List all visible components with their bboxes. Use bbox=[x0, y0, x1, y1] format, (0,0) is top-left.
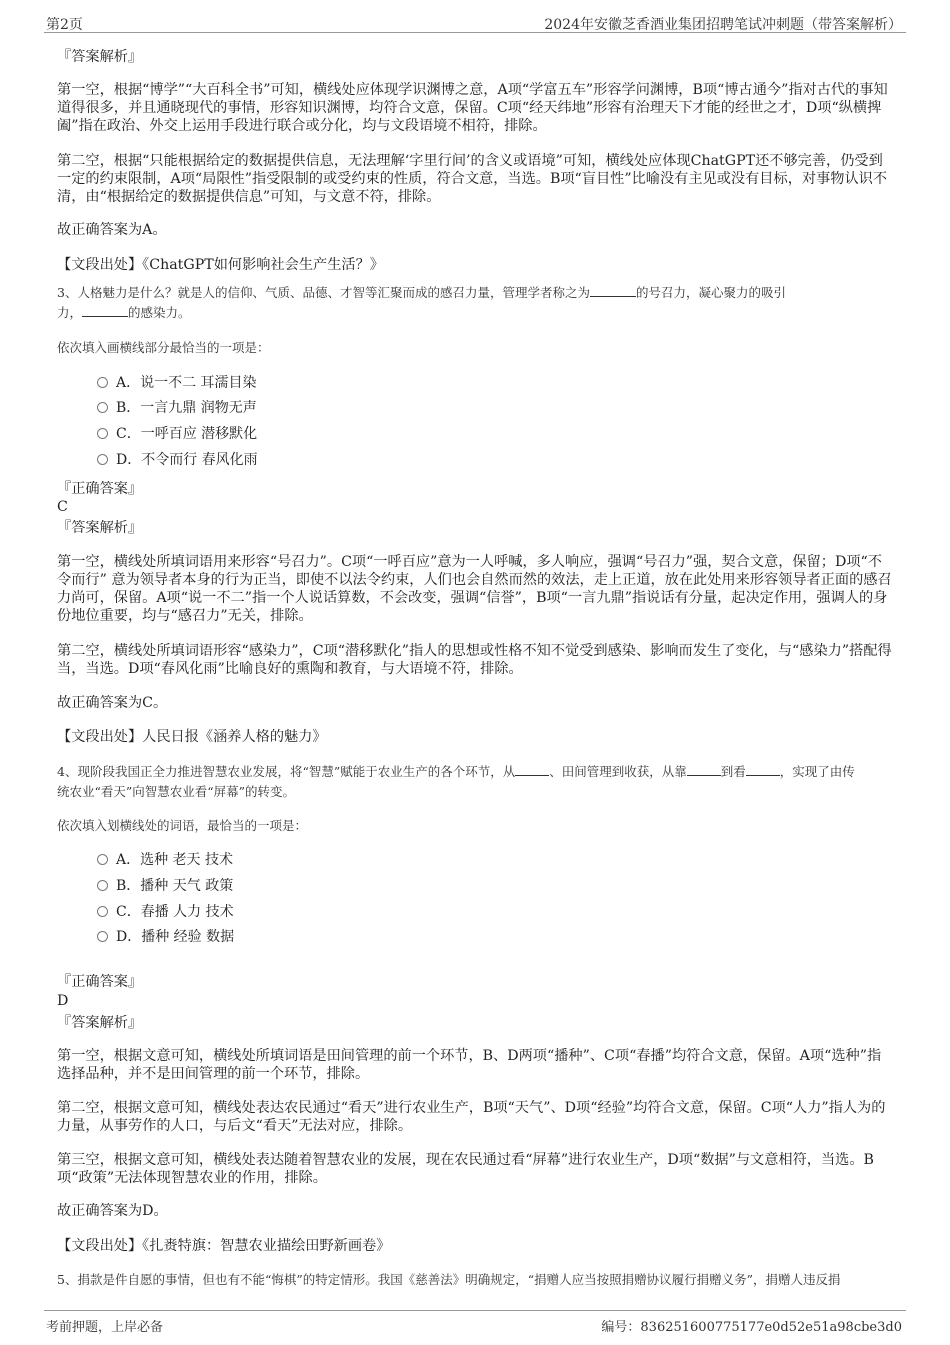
fill-blank bbox=[590, 284, 636, 297]
radio-icon[interactable] bbox=[97, 854, 108, 865]
source-citation: 【文段出处】《ChatGPT如何影响社会生产生活？》 bbox=[57, 257, 384, 273]
option-c[interactable]: C．春播 人力 技术 bbox=[97, 902, 234, 922]
radio-icon[interactable] bbox=[97, 906, 108, 917]
document-id: 编号：836251600775177e0d52e51a98cbe3d0 bbox=[601, 1320, 902, 1335]
analysis-label: 『答案解析』 bbox=[57, 49, 143, 65]
conclusion: 故正确答案为D。 bbox=[57, 1203, 168, 1219]
page-number: 第2页 bbox=[46, 17, 83, 33]
answer-value: C bbox=[57, 499, 68, 515]
page-footer bbox=[44, 1310, 906, 1339]
option-b[interactable]: B．一言九鼎 润物无声 bbox=[97, 398, 257, 418]
analysis-paragraph: 第一空，根据“博学”“大百科全书”可知，横线处应体现学识渊博之意，A项“学富五车”形容学问渊博，B项“博古通今”指对古代的事知道得很多，并且通晓现代的事情，形容知识渊博，均符合文意，保留。C项“经天纬地”形容有治理天下才能的经世之才，D项“纵横捭阖”指在政治、外交上运用手段进行联合或分化，均与文段语境不相符，排除。 bbox=[57, 82, 888, 134]
option-a[interactable]: A．说一不二 耳濡目染 bbox=[97, 373, 257, 393]
radio-icon[interactable] bbox=[97, 377, 108, 388]
footer-slogan: 考前押题，上岸必备 bbox=[46, 1320, 164, 1335]
answer-value: D bbox=[57, 993, 69, 1009]
radio-icon[interactable] bbox=[97, 931, 108, 942]
fill-blank bbox=[687, 763, 721, 776]
radio-icon[interactable] bbox=[97, 402, 108, 413]
source-citation: 【文段出处】《扎赉特旗：智慧农业描绘田野新画卷》 bbox=[57, 1238, 391, 1254]
conclusion: 故正确答案为A。 bbox=[57, 222, 167, 238]
radio-icon[interactable] bbox=[97, 454, 108, 465]
analysis-paragraph: 第二空，横线处所填词语形容“感染力”，C项“潜移默化”指人的思想或性格不知不觉受到感染、影响而发生了变化，与“感染力”搭配得当，当选。D项“春风化雨”比喻良好的熏陶和教育，与大语境不符，排除。 bbox=[57, 643, 892, 677]
question-stem: 4、现阶段我国正全力推进智慧农业发展，将“智慧”赋能于农业生产的各个环节，从 、田间管理到收获，从靠 到看 ，实现了由传 统农业“看天”向智慧农业看“屏幕”的转变。 bbox=[57, 764, 855, 799]
question-stem: 3、人格魅力是什么？就是人的信仰、气质、品德、才智等汇聚而成的感召力量，管理学者称之为 的号召力，凝心聚力的吸引 力， 的感染力。 bbox=[57, 285, 786, 320]
question-instruction: 依次填入画横线部分最恰当的一项是： bbox=[57, 340, 270, 355]
analysis-label: 『答案解析』 bbox=[57, 1015, 143, 1031]
analysis-paragraph: 第二空，根据文意可知，横线处表达农民通过“看天”进行农业生产，B项“天气”、D项“经验”均符合文意，保留。C项“人力”指人为的力量，从事劳作的人口，与后文“看天”无法对应，排除。 bbox=[57, 1100, 886, 1134]
option-d[interactable]: D．不令而行 春风化雨 bbox=[97, 450, 258, 470]
answer-label: 『正确答案』 bbox=[57, 974, 143, 990]
conclusion: 故正确答案为C。 bbox=[57, 695, 168, 711]
document-title: 2024年安徽芝香酒业集团招聘笔试冲刺题（带答案解析） bbox=[544, 17, 902, 33]
option-c[interactable]: C．一呼百应 潜移默化 bbox=[97, 424, 257, 444]
radio-icon[interactable] bbox=[97, 428, 108, 439]
fill-blank bbox=[746, 763, 780, 776]
source-citation: 【文段出处】人民日报《涵养人格的魅力》 bbox=[57, 729, 327, 745]
analysis-paragraph: 第二空，根据“只能根据给定的数据提供信息，无法理解‘字里行间’的含义或语境”可知，横线处应体现ChatGPT还不够完善，仍受到一定的约束限制，A项“局限性”指受限制的或受约束的性质，符合文意，当选。B项“盲目性”比喻没有主见或没有目标，对事物认识不清，由“根据给定的数据提供信息”可知，与文意不符，排除。 bbox=[57, 153, 888, 205]
question-instruction: 依次填入划横线处的词语，最恰当的一项是： bbox=[57, 818, 308, 833]
answer-label: 『正确答案』 bbox=[57, 481, 143, 497]
fill-blank bbox=[82, 304, 128, 317]
option-b[interactable]: B．播种 天气 政策 bbox=[97, 876, 233, 896]
analysis-paragraph: 第三空，根据文意可知，横线处表达随着智慧农业的发展，现在农民通过看“屏幕”进行农业生产，D项“数据”与文意相符，当选。B项“政策”无法体现智慧农业的作用，排除。 bbox=[57, 1152, 874, 1186]
option-d[interactable]: D．播种 经验 数据 bbox=[97, 927, 234, 947]
analysis-paragraph: 第一空，根据文意可知，横线处所填词语是田间管理的前一个环节，B、D两项“播种”、C项“春播”均符合文意，保留。A项“选种”指选择品种，并不是田间管理的前一个环节，排除。 bbox=[57, 1048, 882, 1082]
page-header bbox=[44, 10, 906, 33]
option-a[interactable]: A．选种 老天 技术 bbox=[97, 850, 233, 870]
analysis-paragraph: 第一空，横线处所填词语用来形容“号召力”。C项“一呼百应”意为一人呼喊，多人响应，强调“号召力”强，契合文意，保留；D项“不令而行” 意为领导者本身的行为正当，即使不以法令约束，人们也会自然而然的效法，走上正道，放在此处用来形容领导者正面的感召力尚可，保留。A项“说一不二”指一个人说话算数，不会改变，强调“信誉”，B项“一言九鼎”指说话有分量，起决定作用，强调人的身份地位重要，均与“感召力”无关，排除。 bbox=[57, 554, 892, 624]
radio-icon[interactable] bbox=[97, 880, 108, 891]
question-stem: 5、捐款是件自愿的事情，但也有不能“悔棋”的特定情形。我国《慈善法》明确规定，“捐赠人应当按照捐赠协议履行捐赠义务”，捐赠人违反捐 bbox=[57, 1272, 841, 1287]
fill-blank bbox=[515, 763, 549, 776]
analysis-label: 『答案解析』 bbox=[57, 520, 143, 536]
